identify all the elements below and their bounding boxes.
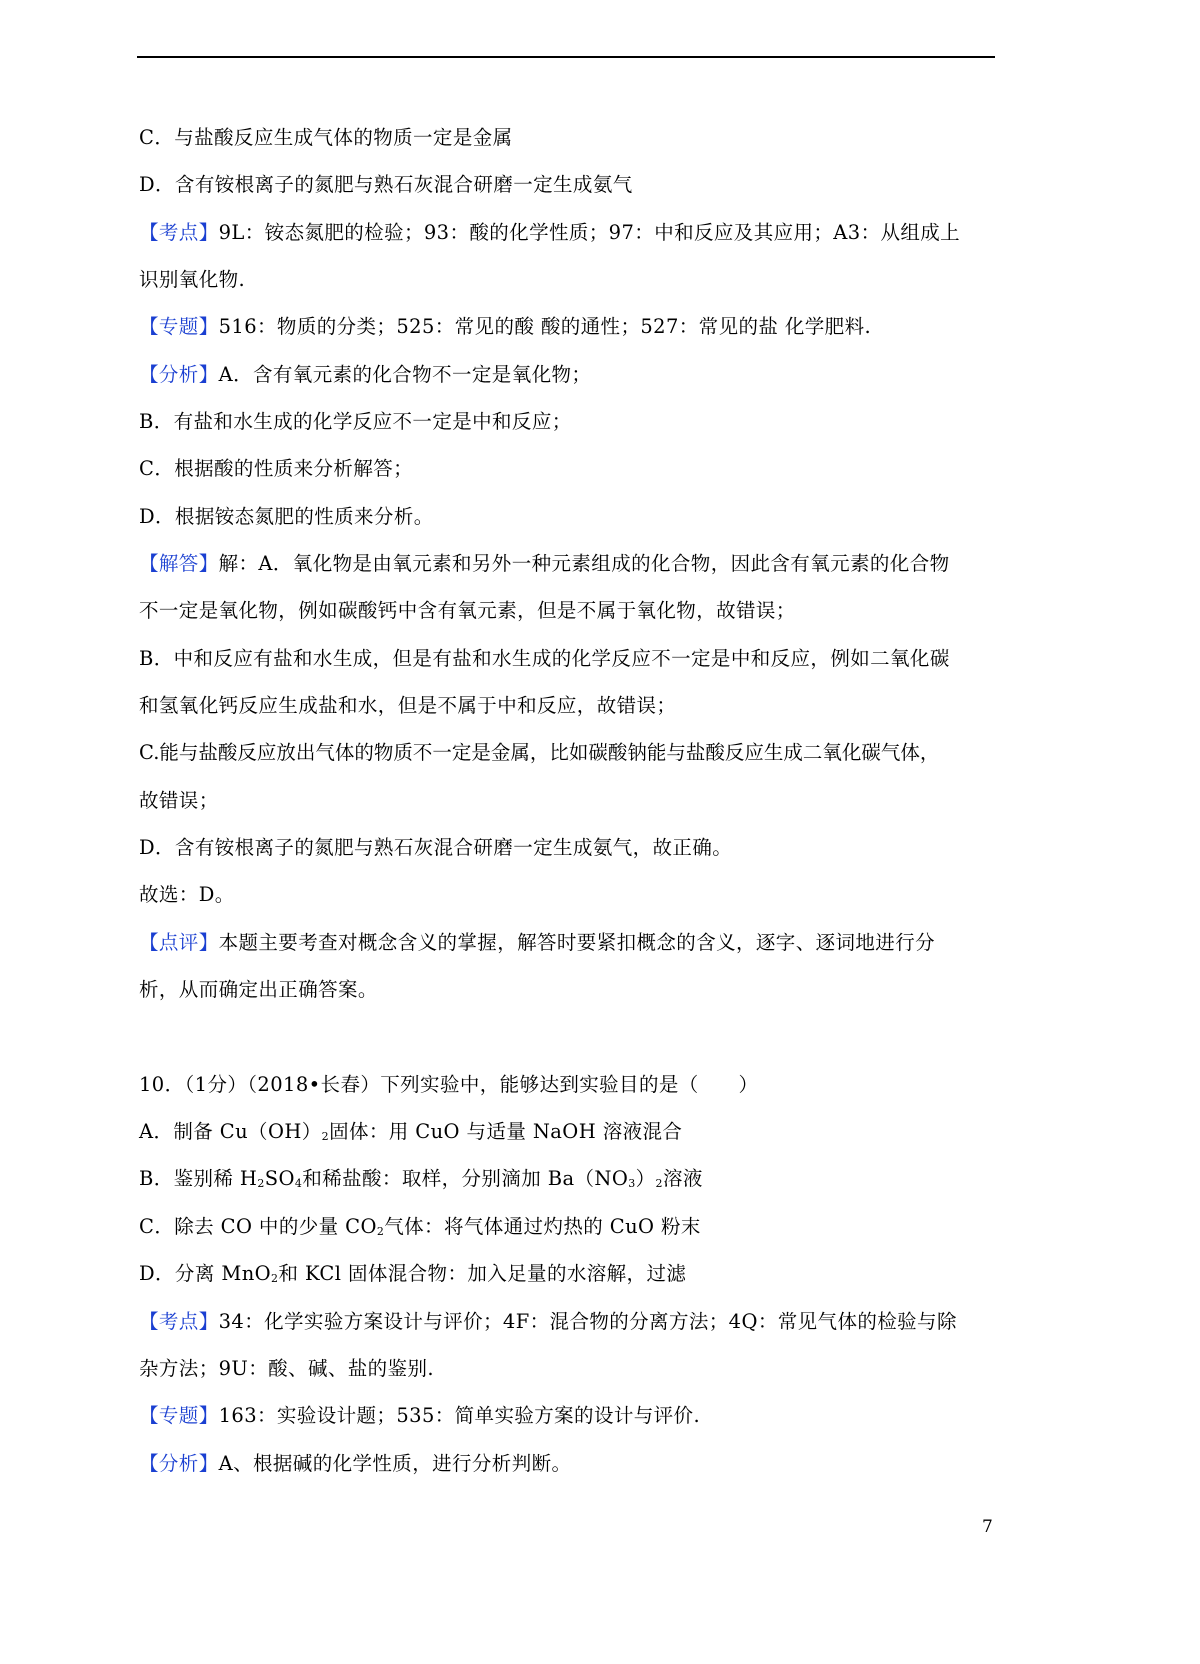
q10-option-d-post: 和 KCl 固体混合物：加入足量的水溶解，过滤 xyxy=(278,1262,687,1285)
q10-option-a xyxy=(139,1118,682,1146)
q9-option-c: C．与盐酸反应生成气体的物质一定是金属 xyxy=(139,126,513,149)
q10-option-d xyxy=(139,1260,686,1288)
q9-jieda-c1: C.能与盐酸反应放出气体的物质不一定是金属，比如碳酸钠能与盐酸反应生成二氧化碳气体， xyxy=(139,741,940,764)
q9-dianping-text: 本题主要考查对概念含义的掌握，解答时要紧扣概念的含义，逐字、逐词地进行分 xyxy=(218,931,936,954)
q10-option-c-sub: 2 xyxy=(376,1225,385,1238)
q10-option-a-sub: 2 xyxy=(321,1130,330,1143)
q10-fenxi-line xyxy=(139,1450,571,1478)
q9-jieda-c2: 故错误； xyxy=(139,789,219,812)
q10-zhuanti-line xyxy=(139,1402,700,1430)
q9-dianping-line-1 xyxy=(139,929,935,957)
q10-option-c-post: 气体：将气体通过灼热的 CuO 粉末 xyxy=(384,1215,701,1238)
q10-option-b-sub4: 2 xyxy=(655,1177,663,1190)
fenxi-tag: 【分析】 xyxy=(139,363,219,386)
q9-zhuanti-text: 516：物质的分类；525：常见的酸 酸的通性；527：常见的盐 化学肥料. xyxy=(218,315,872,338)
q9-fenxi-b: B．有盐和水生成的化学反应不一定是中和反应； xyxy=(139,410,572,433)
q10-option-b-mid2: 和稀盐酸：取样，分别滴加 Ba（NO xyxy=(302,1167,629,1190)
q9-fenxi-line xyxy=(139,361,591,389)
q10-option-b-post: 溶液 xyxy=(662,1167,703,1190)
q10-option-a-pre: A．制备 Cu（OH） xyxy=(139,1120,322,1143)
q10-option-a-post: 固体：用 CuO 与适量 NaOH 溶液混合 xyxy=(329,1120,683,1143)
q9-jieda-b1: B．中和反应有盐和水生成，但是有盐和水生成的化学反应不一定是中和反应，例如二氧化碳 xyxy=(139,647,950,670)
page-number: 7 xyxy=(982,1517,993,1537)
q10-option-c xyxy=(139,1213,701,1241)
zhuanti-tag: 【专题】 xyxy=(139,1404,219,1427)
q9-fenxi-a: A．含有氧元素的化合物不一定是氧化物； xyxy=(218,363,592,386)
q9-option-d: D．含有铵根离子的氮肥与熟石灰混合研磨一定生成氨气 xyxy=(139,173,633,196)
q10-option-b-pre: B．鉴别稀 H xyxy=(139,1167,258,1190)
q10-option-b xyxy=(139,1165,703,1193)
q9-jieda-a2: 不一定是氧化物，例如碳酸钙中含有氧元素，但是不属于氧化物，故错误； xyxy=(139,599,796,622)
header-rule xyxy=(137,56,995,58)
q9-jieda-b2: 和氢氧化钙反应生成盐和水，但是不属于中和反应，故错误； xyxy=(139,694,677,717)
q10-option-b-sub3: 3 xyxy=(628,1177,636,1190)
q10-option-b-sub2: 4 xyxy=(294,1177,303,1190)
q10-option-c-pre: C．除去 CO 中的少量 CO xyxy=(139,1215,377,1238)
q9-kaodian-text: 9L：铵态氮肥的检验；93：酸的化学性质；97：中和反应及其应用；A3：从组成上 xyxy=(218,221,961,244)
q10-option-b-mid: SO xyxy=(264,1167,295,1190)
q9-fenxi-d: D．根据铵态氮肥的性质来分析。 xyxy=(139,505,434,528)
q9-kaodian-line-2: 识别氧化物. xyxy=(139,268,246,291)
q9-zhuanti-line xyxy=(139,313,871,341)
q10-option-b-sub1: 2 xyxy=(257,1177,265,1190)
q10-zhuanti-text: 163：实验设计题；535：简单实验方案的设计与评价. xyxy=(218,1404,701,1427)
kaodian-tag: 【考点】 xyxy=(139,221,219,244)
q9-kaodian-line-1 xyxy=(139,219,960,247)
q10-kaodian-text: 34：化学实验方案设计与评价；4F：混合物的分离方法；4Q：常见气体的检验与除 xyxy=(218,1310,957,1333)
jieda-tag: 【解答】 xyxy=(139,552,219,575)
q10-kaodian-line-2: 杂方法；9U：酸、碱、盐的鉴别. xyxy=(139,1357,434,1380)
q10-option-d-sub: 2 xyxy=(271,1272,279,1285)
fenxi-tag: 【分析】 xyxy=(139,1452,219,1475)
q10-stem: 10．（1分）（2018•长春）下列实验中，能够达到实验目的是（ ） xyxy=(139,1073,759,1096)
q9-dianping-line-2: 析，从而确定出正确答案。 xyxy=(139,978,378,1001)
q9-jieda-a1: 解：A．氧化物是由氧元素和另外一种元素组成的化合物，因此含有氧元素的化合物 xyxy=(218,552,950,575)
q9-jieda-d: D．含有铵根离子的氮肥与熟石灰混合研磨一定生成氨气，故正确。 xyxy=(139,836,733,859)
q9-answer: 故选：D。 xyxy=(139,883,235,906)
q10-option-b-mid3: ） xyxy=(635,1167,656,1190)
kaodian-tag: 【考点】 xyxy=(139,1310,219,1333)
q10-kaodian-line-1 xyxy=(139,1308,957,1336)
dianping-tag: 【点评】 xyxy=(139,931,219,954)
q9-jieda-line-1 xyxy=(139,550,950,578)
zhuanti-tag: 【专题】 xyxy=(139,315,219,338)
q10-option-d-pre: D．分离 MnO xyxy=(139,1262,272,1285)
q10-fenxi-a: A、根据碱的化学性质，进行分析判断。 xyxy=(218,1452,572,1475)
q9-fenxi-c: C．根据酸的性质来分析解答； xyxy=(139,457,414,480)
